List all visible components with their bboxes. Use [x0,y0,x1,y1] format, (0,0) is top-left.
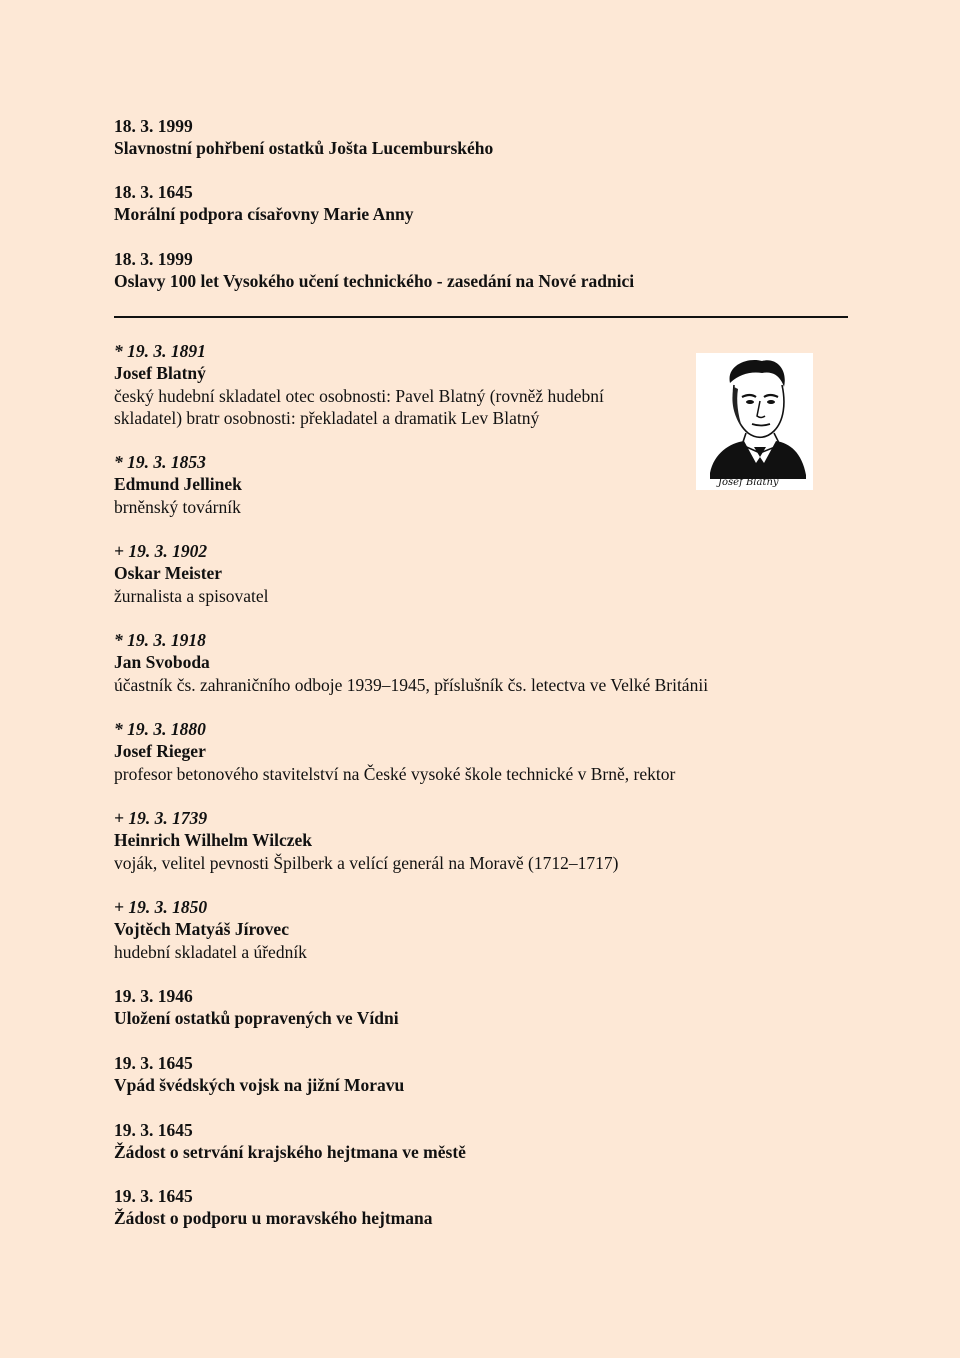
person-name: Heinrich Wilhelm Wilczek [114,830,313,851]
person-entry [114,718,675,785]
event-entry [114,1119,466,1164]
event-entry [114,1052,404,1097]
event-title: Uložení ostatků popravených ve Vídni [114,1008,399,1029]
event-date: 19. 3. 1645 [114,1053,193,1073]
event-date: 18. 3. 1999 [114,116,193,136]
event-title: Žádost o setrvání krajského hejtmana ve městě [114,1142,466,1163]
event-entry [114,181,413,226]
person-name: Josef Rieger [114,741,206,762]
event-entry [114,985,399,1030]
event-title: Slavnostní pohřbení ostatků Jošta Lucemburského [114,138,494,159]
person-description: hudební skladatel a úředník [114,941,307,962]
person-date: * 19. 3. 1891 [114,341,206,361]
event-date: 18. 3. 1645 [114,182,193,202]
person-description: český hudební skladatel otec osobnosti: Pavel Blatný (rovněž hudební [114,385,604,406]
person-description: účastník čs. zahraničního odboje 1939–1945, příslušník čs. letectva ve Velké Británii [114,674,709,695]
portrait-signature: Josef Blatný [718,477,779,488]
person-entry [114,540,269,607]
person-date: + 19. 3. 1739 [114,808,208,828]
event-date: 19. 3. 1645 [114,1120,193,1140]
event-title: Morální podpora císařovny Marie Anny [114,204,414,225]
person-description: profesor betonového stavitelství na České vysoké škole technické v Brně, rektor [114,763,676,784]
portrait-image [696,353,813,490]
person-name: Josef Blatný [114,363,206,384]
person-name: Edmund Jellinek [114,474,242,495]
event-entry [114,1185,432,1230]
event-title: Žádost o podporu u moravského hejtmana [114,1208,433,1229]
event-title: Vpád švédských vojsk na jižní Moravu [114,1075,405,1096]
person-date: + 19. 3. 1902 [114,541,208,561]
person-name: Jan Svoboda [114,652,210,673]
event-date: 18. 3. 1999 [114,249,193,269]
person-entry [114,807,618,874]
person-date: + 19. 3. 1850 [114,897,208,917]
person-entry [114,896,307,963]
person-description: skladatel) bratr osobnosti: překladatel a dramatik Lev Blatný [114,407,540,428]
person-entry [114,340,604,429]
event-entry [114,115,493,160]
person-date: * 19. 3. 1918 [114,630,206,650]
event-title: Oslavy 100 let Vysokého učení technického - zasedání na Nové radnici [114,271,635,292]
person-entry [114,451,242,518]
person-date: * 19. 3. 1853 [114,452,206,472]
person-entry [114,629,708,696]
event-date: 19. 3. 1946 [114,986,193,1006]
person-name: Vojtěch Matyáš Jírovec [114,919,289,940]
section-divider [114,316,848,318]
event-date: 19. 3. 1645 [114,1186,193,1206]
event-entry [114,248,634,293]
person-description: žurnalista a spisovatel [114,585,269,606]
person-name: Oskar Meister [114,563,223,584]
person-description: voják, velitel pevnosti Špilberk a velící generál na Moravě (1712–1717) [114,852,619,873]
person-description: brněnský továrník [114,496,241,517]
person-date: * 19. 3. 1880 [114,719,206,739]
